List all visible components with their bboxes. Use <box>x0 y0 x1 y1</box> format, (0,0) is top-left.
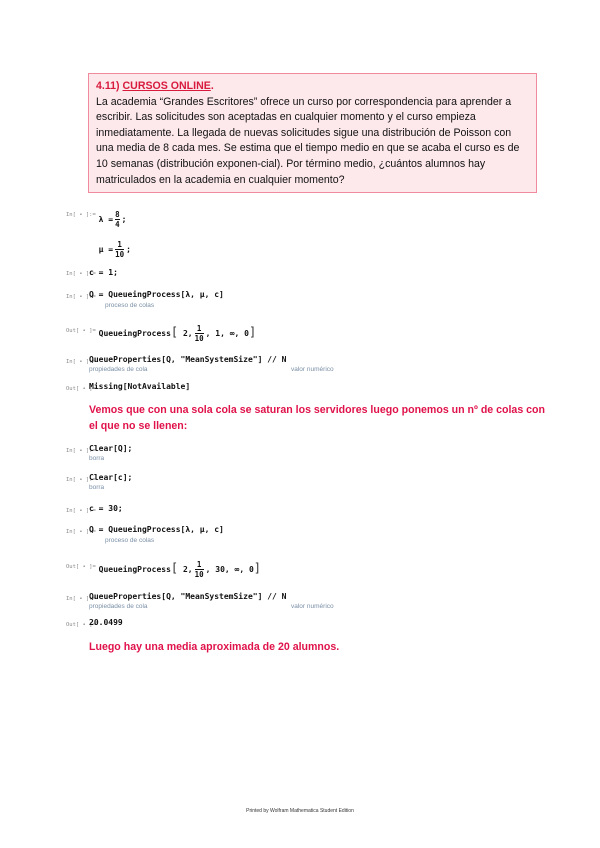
input-label: In[ • ]:= <box>66 508 96 514</box>
input-label: In[ • ]:= <box>66 448 96 454</box>
input-label: In[ • ]:= <box>66 529 96 535</box>
hint-propiedades: propiedades de cola <box>89 366 148 373</box>
mean-system-size-result: 20.0499 <box>89 618 123 627</box>
semicolon: ; <box>121 215 127 224</box>
queue-properties-input-1[interactable]: QueueProperties[Q, "MeanSystemSize"] // N <box>89 355 287 364</box>
input-label: In[ • ]:= <box>66 596 96 602</box>
input-label: In[ • ]:= <box>66 359 96 365</box>
mu-input[interactable] <box>89 231 131 259</box>
mu-lhs: μ = <box>98 245 114 254</box>
problem-name: CURSOS ONLINE <box>122 80 211 92</box>
qp-rest: , 1, ∞, 0 <box>205 329 249 338</box>
qp-numerator: 1 <box>196 324 202 333</box>
c30-input[interactable]: c = 30; <box>89 504 123 513</box>
mu-fraction <box>115 240 124 259</box>
input-label: In[ • ]:= <box>66 477 96 483</box>
problem-body: La academia “Grandes Escritores” ofrece un curso por correspondencia para aprender a escribir. Las solicitudes son aceptadas en cualquier momento y el curso empieza inmediatamente. La llegada de nuevas solicitudes sigue una distribución de Poisson con una media de 8 cada mes. Se estima que el tiempo medio en que se acaba el curso es de 10 semanas (distribución exponen-cial). Por término medio, ¿cuántos alumnos hay matriculados en la academia en cualquier momento? <box>96 95 520 186</box>
qp-denominator: 10 <box>194 570 204 579</box>
problem-number: 4.11) <box>96 80 120 92</box>
qp-first: 2, <box>182 329 193 338</box>
q-definition-input[interactable]: Q = QueueingProcess[λ, μ, c] <box>89 290 224 299</box>
hint-proceso: proceso de colas <box>105 537 155 544</box>
missing-output: Missing[NotAvailable] <box>89 382 191 391</box>
queue-properties-input-2[interactable]: QueueProperties[Q, "MeanSystemSize"] // N <box>89 592 287 601</box>
mu-denominator: 10 <box>115 250 125 259</box>
hint-borra: borra <box>89 455 105 462</box>
mu-numerator: 1 <box>117 240 122 249</box>
input-label: In[ • ]:= <box>66 271 96 277</box>
note-conclusion: Luego hay una media aproximada de 20 alumnos. <box>89 641 340 653</box>
qp-fraction <box>195 324 204 343</box>
semicolon: ; <box>126 245 131 254</box>
qp-denominator: 10 <box>194 334 204 343</box>
qp-head: QueueingProcess <box>98 565 171 574</box>
output-label: Out[ • ]= <box>66 328 96 334</box>
hint-proceso: proceso de colas <box>105 302 155 309</box>
note-saturation: Vemos que con una sola cola se saturan los servidores luego ponemos un nº de colas con el que no se llenen: <box>89 404 545 432</box>
lambda-lhs: λ = <box>98 215 114 224</box>
lambda-denominator: 4 <box>115 220 120 229</box>
qp-head: QueueingProcess <box>98 329 171 338</box>
problem-title <box>96 80 214 92</box>
output-label: Out[ • ]= <box>66 564 96 570</box>
output-label: Out[ • ]= <box>66 622 96 628</box>
lambda-fraction <box>115 210 120 229</box>
lambda-numerator: 8 <box>115 210 120 219</box>
problem-statement <box>88 73 537 193</box>
queueing-output-2: QueueingProcess[ 2, $\frac{1}{10}$ , 30, ∞, 0] <box>98 560 262 579</box>
input-label: In[ • ]:= <box>66 294 96 300</box>
hint-propiedades: propiedades de cola <box>89 603 148 610</box>
output-label: Out[ • ]= <box>66 386 96 392</box>
footer: Printed by Wolfram Mathematica Student Edition <box>246 808 354 814</box>
hint-borra: borra <box>89 484 105 491</box>
clear-q-input[interactable]: Clear[Q]; <box>89 444 133 453</box>
qp-first: 2, <box>182 565 193 574</box>
problem-period: . <box>210 80 214 92</box>
lambda-input[interactable] <box>89 201 126 229</box>
qp-fraction <box>195 560 204 579</box>
q-definition-input-2[interactable]: Q = QueueingProcess[λ, μ, c] <box>89 525 224 534</box>
qp-rest: , 30, ∞, 0 <box>205 565 254 574</box>
qp-numerator: 1 <box>196 560 202 569</box>
clear-c-input[interactable]: Clear[c]; <box>89 473 133 482</box>
c1-input[interactable]: c = 1; <box>89 268 118 277</box>
hint-numerico: valor numérico <box>291 603 334 610</box>
input-label: In[ • ]:= <box>66 212 96 218</box>
hint-numerico: valor numérico <box>291 366 334 373</box>
queueing-output-1: QueueingProcess[ 2, $\frac{1}{10}$ , 1, ∞, 0] <box>98 324 257 343</box>
